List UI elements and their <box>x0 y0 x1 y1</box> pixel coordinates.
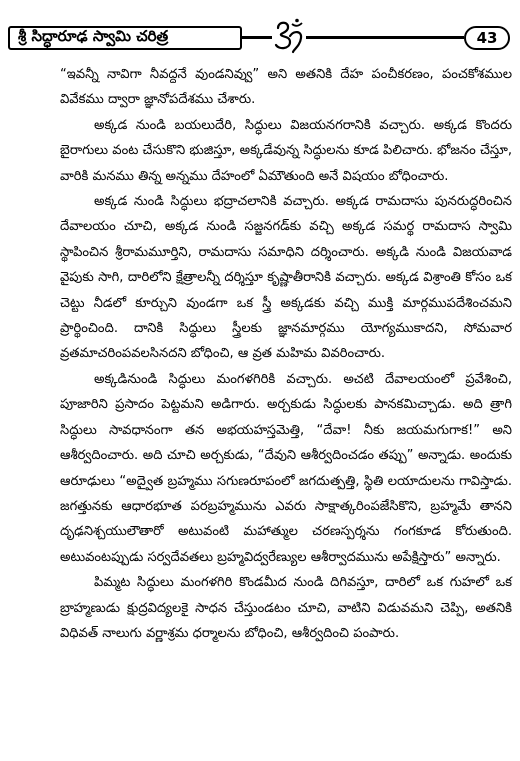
om-symbol-icon <box>272 18 306 54</box>
running-title: శ్రీ సిద్ధారూఢ స్వామి చరిత్ర <box>8 26 242 50</box>
page-header <box>8 26 510 54</box>
paragraph: అక్కడినుండి సిద్ధులు మంగళగిరికి వచ్చారు. అచటి దేవాలయంలో ప్రవేశించి, పూజారిని ప్రసాదం పెట్టమని అడిగారు. అర్చకుడు సిద్ధులకు పానకమిచ్చాడు. అది త్రాగి సిద్ధులు సావధానంగా తన అభయహస్తమెత్తి, “దేవా! నీకు జయమగుగాక!” అని ఆశీర్వదించారు. అది చూచి అర్చకుడు, “దేవుని ఆశీర్వదించడం తప్పు” అన్నాడు. అందుకు ఆరూఢులు “అద్వైత బ్రహ్మము సగుణరూపంలో జగదుత్పత్తి, స్థితి లయాదులను గావిస్తాడు. జగత్తునకు ఆధారభూత పరబ్రహ్మమును ఎవరు సాక్షాత్కరింపజేసికొని, బ్రహ్మమే తానని దృఢనిశ్చయులౌతారో అటువంటి మహాత్ముల చరణస్పర్శను గంగకూడ కోరుతుంది. అటువంటప్పుడు సర్వదేవతలు బ్రహ్మవిద్వరేణ్యుల ఆశీర్వాదమును అపేక్షిస్తారు” అన్నారు. <box>60 371 512 565</box>
header-rule-right <box>306 36 464 39</box>
paragraph: అక్కడ నుండి సిద్ధులు భద్రాచలానికి వచ్చారు. అక్కడ రామదాసు పునరుద్ధరించిన దేవాలయం చూచి, అక్కడ నుండి సజ్జనగడ్‌కు వచ్చి అక్కడ సమర్థ రామదాస స్వామి స్థాపించిన శ్రీరామమూర్తిని, రామదాసు సమాధిని దర్శించారు. అక్కడి నుండి విజయవాడ వైపుకు సాగి, దారిలోని క్షేత్రాలన్నీ దర్శిస్తూ కృష్ణాతీరానికి వచ్చారు. అక్కడ విశ్రాంతి కోసం ఒక చెట్టు నీడలో కూర్చుని వుండగా ఒక స్త్రీ అక్కడకు వచ్చి ముక్తి మార్గముపదేశించమని ప్రార్థించింది. దానికి సిద్ధులు స్త్రీలకు జ్ఞానమార్గము యోగ్యముకాదని, సోమవార వ్రతమాచరింపవలసినదని బోధించి, ఆ వ్రత మహిమ వివరించారు. <box>60 194 512 362</box>
paragraph: అక్కడ నుండి బయలుదేరి, సిద్ధులు విజయనగరానికి వచ్చారు. అక్కడ కొందరు బైరాగులు వంట చేసుకొని భుజిస్తూ, అక్కడేవున్న సిద్ధులను కూడ పిలిచారు. భోజనం చేస్తూ, వారికి మనము తిన్న అన్నము దేహంలో ఏమౌతుంది అనే విషయం బోధించారు. <box>60 117 512 184</box>
page-number: 43 <box>464 26 510 50</box>
paragraph: పిమ్మట సిద్ధులు మంగళగిరి కొండమీద నుండి దిగివస్తూ, దారిలో ఒక గుహలో ఒక బ్రాహ్మణుడు క్షుద్రవిద్యలకై సాధన చేస్తుండటం చూచి, వాటిని విడువమని చెప్పి, అతనికి విధివత్ నాలుగు వర్ణాశ్రమ ధర్మాలను బోధించి, ఆశీర్వదించి పంపారు. <box>60 575 512 641</box>
paragraph: “ఇవన్నీ నావిగా నీవద్దనే వుండనివ్వు” అని అతనికి దేహ పంచీకరణం, పంచకోశముల వివేకము ద్వారా జ్ఞానోపదేశము చేశారు. <box>60 67 512 108</box>
header-rule-left <box>242 36 272 39</box>
body-text <box>60 62 512 646</box>
